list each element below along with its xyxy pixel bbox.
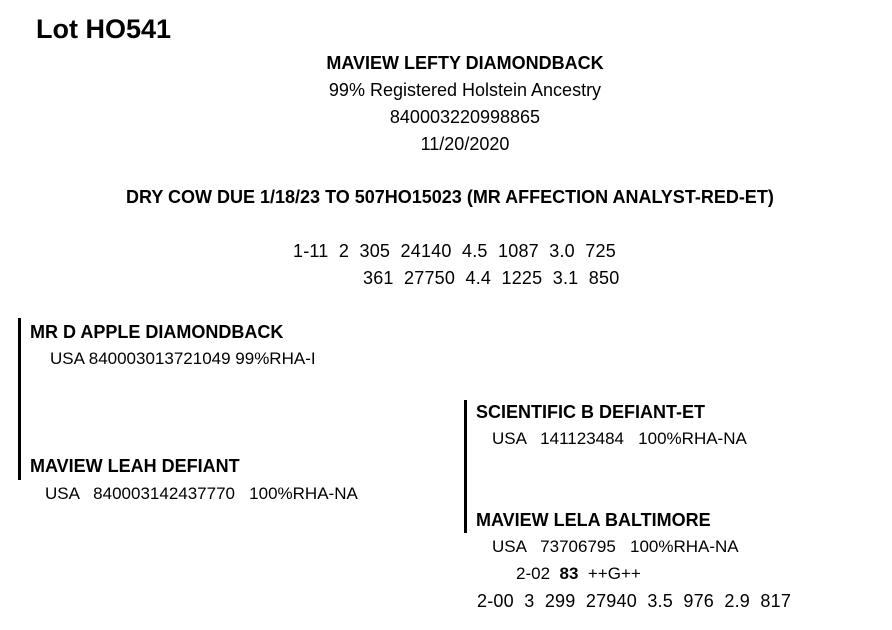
lot-number: Lot HO541 [36, 14, 172, 44]
sire-registration: USA 840003013721049 99%RHA-I [50, 349, 316, 368]
dam-name: MAVIEW LEAH DEFIANT [30, 456, 240, 476]
maternal-granddam-registration: USA 73706795 100%RHA-NA [492, 537, 739, 556]
maternal-grandsire-registration: USA 141123484 100%RHA-NA [492, 429, 747, 448]
animal-birth-date: 11/20/2020 [420, 134, 510, 154]
maternal-granddam-name: MAVIEW LELA BALTIMORE [476, 510, 711, 530]
production-record-2: 361 27750 4.4 1225 3.1 850 [363, 268, 620, 288]
classification-score: 83 [559, 564, 579, 583]
classification-grade: ++G++ [587, 564, 641, 583]
animal-id: 840003220998865 [389, 107, 541, 127]
breeding-status: DRY COW DUE 1/18/23 TO 507HO15023 (MR AFFECTION ANALYST-RED-ET) [126, 187, 774, 207]
pedigree-line-sire-dam [18, 318, 21, 480]
production-record-1: 1-11 2 305 24140 4.5 1087 3.0 725 [293, 241, 616, 261]
dam-registration: USA 840003142437770 100%RHA-NA [45, 484, 358, 503]
sire-name: MR D APPLE DIAMONDBACK [30, 322, 284, 342]
maternal-granddam-record: 2-00 3 299 27940 3.5 976 2.9 817 [477, 591, 792, 611]
animal-ancestry: 99% Registered Holstein Ancestry [328, 80, 602, 100]
classification-age: 2-02 [516, 564, 551, 583]
maternal-granddam-classification [516, 564, 641, 584]
animal-name: MAVIEW LEFTY DIAMONDBACK [326, 53, 604, 73]
maternal-grandsire-name: SCIENTIFIC B DEFIANT-ET [476, 402, 705, 422]
pedigree-line-maternal [464, 400, 467, 533]
